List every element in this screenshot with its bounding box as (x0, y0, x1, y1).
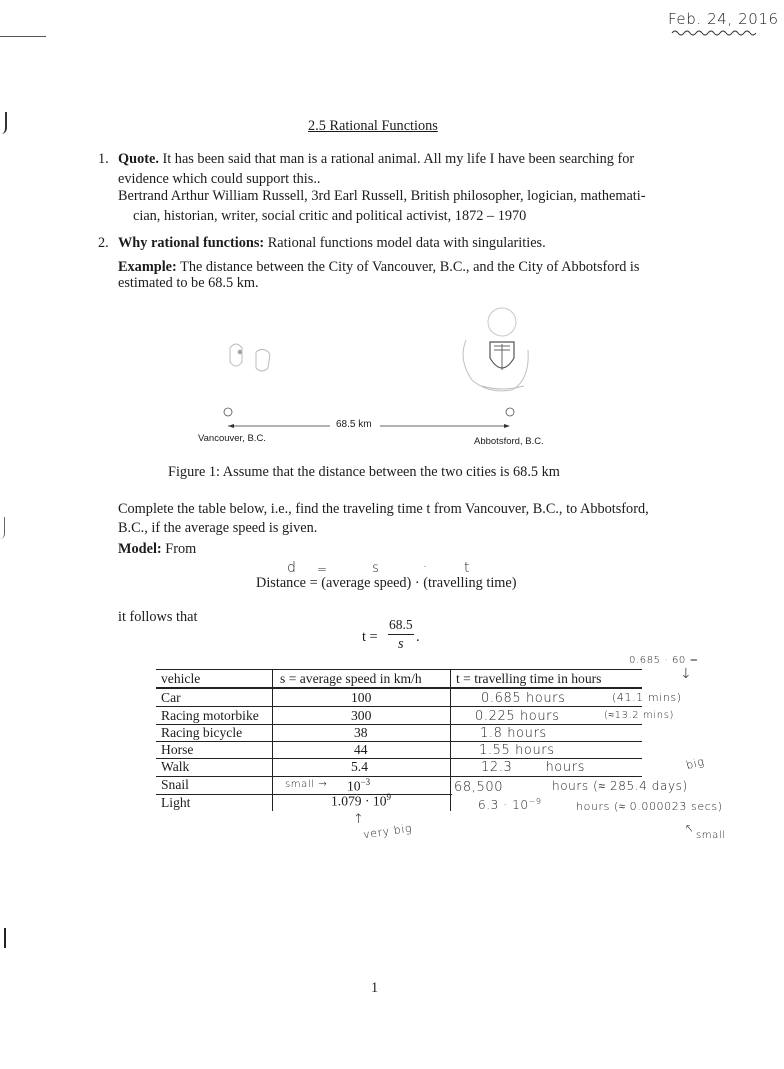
big-note: big (684, 754, 706, 773)
quote-paragraph (118, 149, 678, 189)
attribution-line-2: cian, historian, writer, social critic and political activist, 1872 – 1970 (133, 208, 527, 224)
annotation-dot: · (423, 560, 428, 575)
handwritten-down-arrow: ↓ (680, 666, 693, 682)
very-big-arrow: ↑ (353, 812, 365, 827)
light-speed-base: 1.079 · 10 (331, 793, 387, 809)
cell-speed-light (331, 792, 391, 810)
handwritten-date: Feb. 24, 2016 (668, 10, 779, 28)
cell-speed-car: 100 (351, 690, 372, 705)
abbotsford-crest-image (463, 308, 528, 391)
light-speed-exp: 9 (386, 792, 392, 802)
cell-time-horse: 1.55 hours (479, 743, 555, 758)
abbotsford-label: Abbotsford, B.C. (474, 436, 544, 447)
model-text: From (165, 541, 197, 557)
cell-time-snail: 68,500 (454, 780, 504, 795)
distance-formula: Distance = (average speed) · (travelling time) (256, 575, 517, 591)
scan-mark-bracket-3 (0, 928, 6, 948)
light-time-exp: −9 (528, 797, 542, 806)
page-title: 2.5 Rational Functions (308, 118, 438, 134)
cell-vehicle-car: Car (161, 690, 181, 705)
formula-denominator: s (398, 636, 404, 652)
example-heading: Example: (118, 259, 177, 275)
formula-t-lhs: t = (362, 629, 378, 645)
snail-speed-exp: −3 (360, 777, 371, 787)
scan-mark-top (0, 36, 46, 37)
row-rule-4 (156, 758, 642, 759)
instructions-line-1: Complete the table below, i.e., find the traveling time t from Vancouver, B.C., to Abbotsford, (118, 501, 649, 517)
annotation-equals: = (317, 562, 328, 576)
cell-time-bicycle: 1.8 hours (480, 726, 547, 741)
vancouver-crest-image (230, 344, 270, 371)
attribution-line-1: Bertrand Arthur William Russell, 3rd Earl Russell, British philosopher, logician, mathemati- (118, 188, 646, 204)
cell-speed-horse: 44 (354, 742, 368, 757)
figure-caption: Figure 1: Assume that the distance between the two cities is 68.5 km (168, 464, 560, 480)
cell-speed-bicycle: 38 (354, 725, 368, 740)
why-text: Rational functions model data with singularities. (267, 235, 546, 251)
item-number-1: 1. (98, 151, 109, 167)
header-vehicle: vehicle (161, 671, 201, 686)
annotation-t: t (464, 560, 471, 576)
follows-text: it follows that (118, 609, 198, 625)
table-header-rule (156, 687, 642, 689)
cell-vehicle-light: Light (161, 795, 191, 810)
instructions-line-2: B.C., if the average speed is given. (118, 520, 318, 536)
cell-extra-light: hours (≈ 0.000023 secs) (576, 800, 723, 813)
row-rule-1 (156, 706, 642, 707)
why-paragraph (118, 233, 546, 253)
cell-speed-walk: 5.4 (351, 759, 368, 774)
small-arrow: ↑ (681, 820, 698, 837)
cell-vehicle-bicycle: Racing bicycle (161, 725, 243, 740)
snail-speed-base: 10 (347, 778, 361, 794)
quote-text: It has been said that man is a rational animal. All my life I have been searching for evidence which could support this.. (118, 151, 635, 187)
header-speed: s = average speed in km/h (280, 671, 422, 686)
figure-1 (190, 300, 580, 450)
page-number: 1 (371, 980, 379, 996)
annotation-s: s (372, 561, 380, 576)
cell-time-motorbike: 0.225 hours (475, 709, 560, 724)
row-rule-3 (156, 741, 642, 742)
col-divider-2 (450, 669, 451, 811)
handwritten-calc: 0.685 · 60 = (629, 655, 699, 666)
example-text-1: The distance between the City of Vancouver, B.C., and the City of Abbotsford is (180, 259, 640, 275)
formula-numerator: 68.5 (389, 617, 413, 632)
formula-period: . (416, 629, 420, 645)
very-big-note: very big (362, 821, 413, 842)
cell-vehicle-snail: Snail (161, 777, 189, 792)
cell-speed-motorbike: 300 (351, 708, 372, 723)
scan-mark-bracket-2 (0, 517, 5, 539)
vancouver-label: Vancouver, B.C. (198, 433, 266, 444)
small-note: small (696, 830, 726, 841)
row-rule-6 (156, 794, 452, 795)
annotation-d: d (287, 560, 297, 576)
model-line (118, 539, 196, 559)
cell-extra-motorbike: (≈13.2 mins) (604, 710, 675, 721)
col-divider-1 (272, 669, 273, 811)
cell-vehicle-motorbike: Racing motorbike (161, 708, 259, 723)
why-heading: Why rational functions: (118, 235, 265, 251)
cell-time-car: 0.685 hours (481, 691, 566, 706)
distance-label: 68.5 km (336, 419, 372, 430)
scan-mark-bracket-1 (0, 112, 7, 134)
light-time-base: 6.3 · 10 (478, 798, 529, 812)
table-top-rule (156, 669, 642, 670)
model-heading: Model: (118, 541, 162, 557)
cell-extra-car: (41.1 mins) (612, 691, 682, 704)
example-line-2: estimated to be 68.5 km. (118, 275, 259, 291)
cell-time-walk: 12.3 hours (481, 760, 586, 775)
snail-speed-note: small → (285, 779, 328, 790)
cell-time-light (478, 797, 542, 812)
cell-extra-snail: hours (≈ 285.4 days) (552, 779, 688, 793)
row-rule-5 (156, 776, 642, 777)
date-underline-squiggle (670, 28, 760, 36)
cell-vehicle-walk: Walk (161, 759, 190, 774)
quote-heading: Quote. (118, 151, 159, 167)
header-time: t = travelling time in hours (456, 671, 602, 686)
item-number-2: 2. (98, 235, 109, 251)
cell-vehicle-horse: Horse (161, 742, 194, 757)
